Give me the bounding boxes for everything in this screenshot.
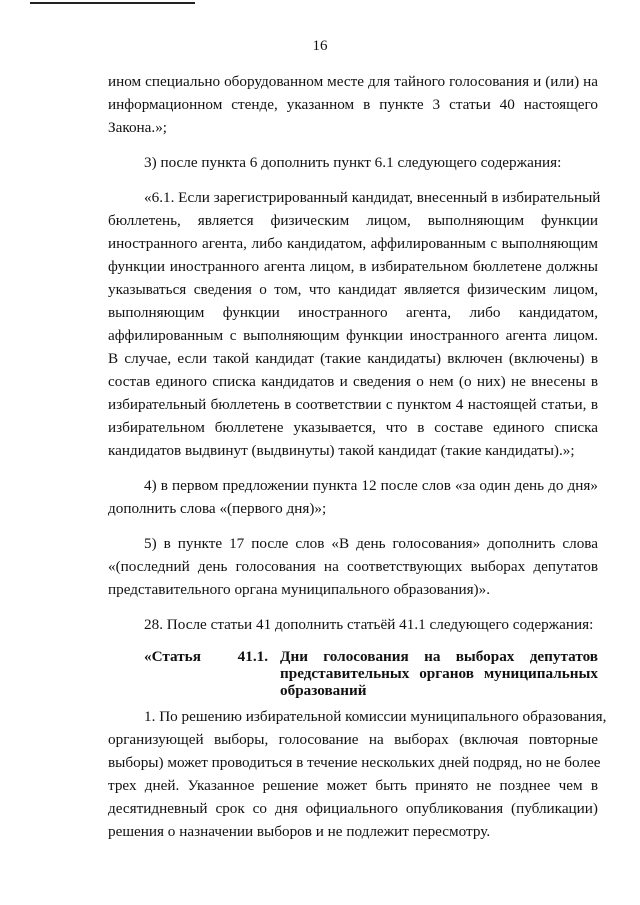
text-line: функции иностранного агента лицом, в избирательном бюллетене должны (108, 258, 598, 275)
text-line: состав единого списка кандидатов и сведения о нем (о них) не внесены в (108, 373, 598, 390)
paragraph-2 (108, 151, 598, 174)
paragraph-6 (108, 613, 598, 636)
text-line: аффилированным с выполняющим функции иностранного агента лицом. (108, 327, 598, 344)
article-word: «Статья (144, 648, 201, 665)
scan-edge-mark (30, 2, 195, 4)
text-line: 28. После статьи 41 дополнить статьёй 41.1 следующего содержания: (144, 616, 594, 633)
text-line: 5) в пункте 17 после слов «В день голосования» дополнить слова (144, 535, 598, 552)
article-number: 41.1. (237, 648, 268, 665)
text-line: указываться сведения о том, что кандидат является физическим лицом, (108, 281, 598, 298)
text-line: «6.1. Если зарегистрированный кандидат, внесенный в избирательный (144, 189, 601, 206)
text-line: избирательном бюллетене указывается, что в составе единого списка (108, 419, 598, 436)
text-line: десятидневный срок со дня официального опубликования (публикации) (108, 800, 598, 817)
text-line: решения о назначении выборов и не подлежит пересмотру. (108, 823, 491, 840)
paragraph-4 (108, 474, 598, 520)
text-line: представительного органа муниципального образования)». (108, 581, 491, 598)
text-line: 1. По решению избирательной комиссии муниципального образования, (144, 708, 607, 725)
text-line: 3) после пункта 6 дополнить пункт 6.1 следующего содержания: (144, 154, 562, 171)
article-title-line: образований (280, 682, 367, 699)
text-line: ином специально оборудованном месте для тайного голосования и (или) на (108, 73, 598, 90)
document-body (108, 70, 607, 855)
text-line: кандидатов выдвинут (выдвинуты) такой кандидат (такие кандидаты).»; (108, 442, 575, 459)
text-line: бюллетень, является физическим лицом, выполняющим функции (108, 212, 598, 229)
paragraph-final (108, 705, 607, 843)
text-line: Закона.»; (108, 119, 168, 136)
paragraph-5 (108, 532, 598, 601)
text-line: «(последний день голосования на соответствующих выборах депутатов (108, 558, 598, 575)
text-line: иностранного агента, либо кандидатом, аффилированным с выполняющим (108, 235, 598, 252)
page-number: 16 (312, 38, 328, 54)
article-heading (108, 648, 598, 699)
text-line: 4) в первом предложении пункта 12 после слов «за один день до дня» (144, 477, 598, 494)
article-title-line: представительных органов муниципальных (280, 665, 598, 682)
article-title-line: Дни голосования на выборах депутатов (280, 648, 598, 665)
text-line: дополнить слова «(первого дня)»; (108, 500, 327, 517)
article-label (108, 648, 268, 699)
text-line: информационном стенде, указанном в пункте 3 статьи 40 настоящего (108, 96, 598, 113)
article-title (268, 648, 598, 699)
paragraph-3 (108, 186, 601, 462)
paragraph-1 (108, 70, 598, 139)
text-line: выполняющим функции иностранного агента, либо кандидатом, (108, 304, 598, 321)
text-line: избирательный бюллетень в соответствии с пунктом 4 настоящей статьи, в (108, 396, 598, 413)
text-line: выборы) может проводиться в течение нескольких дней подряд, но не более (108, 754, 601, 771)
text-line: В случае, если такой кандидат (такие кандидаты) включен (включены) в (108, 350, 598, 367)
text-line: трех дней. Указанное решение может быть принято не позднее чем в (108, 777, 598, 794)
text-line: организующей выборы, голосование на выборах (включая повторные (108, 731, 598, 748)
